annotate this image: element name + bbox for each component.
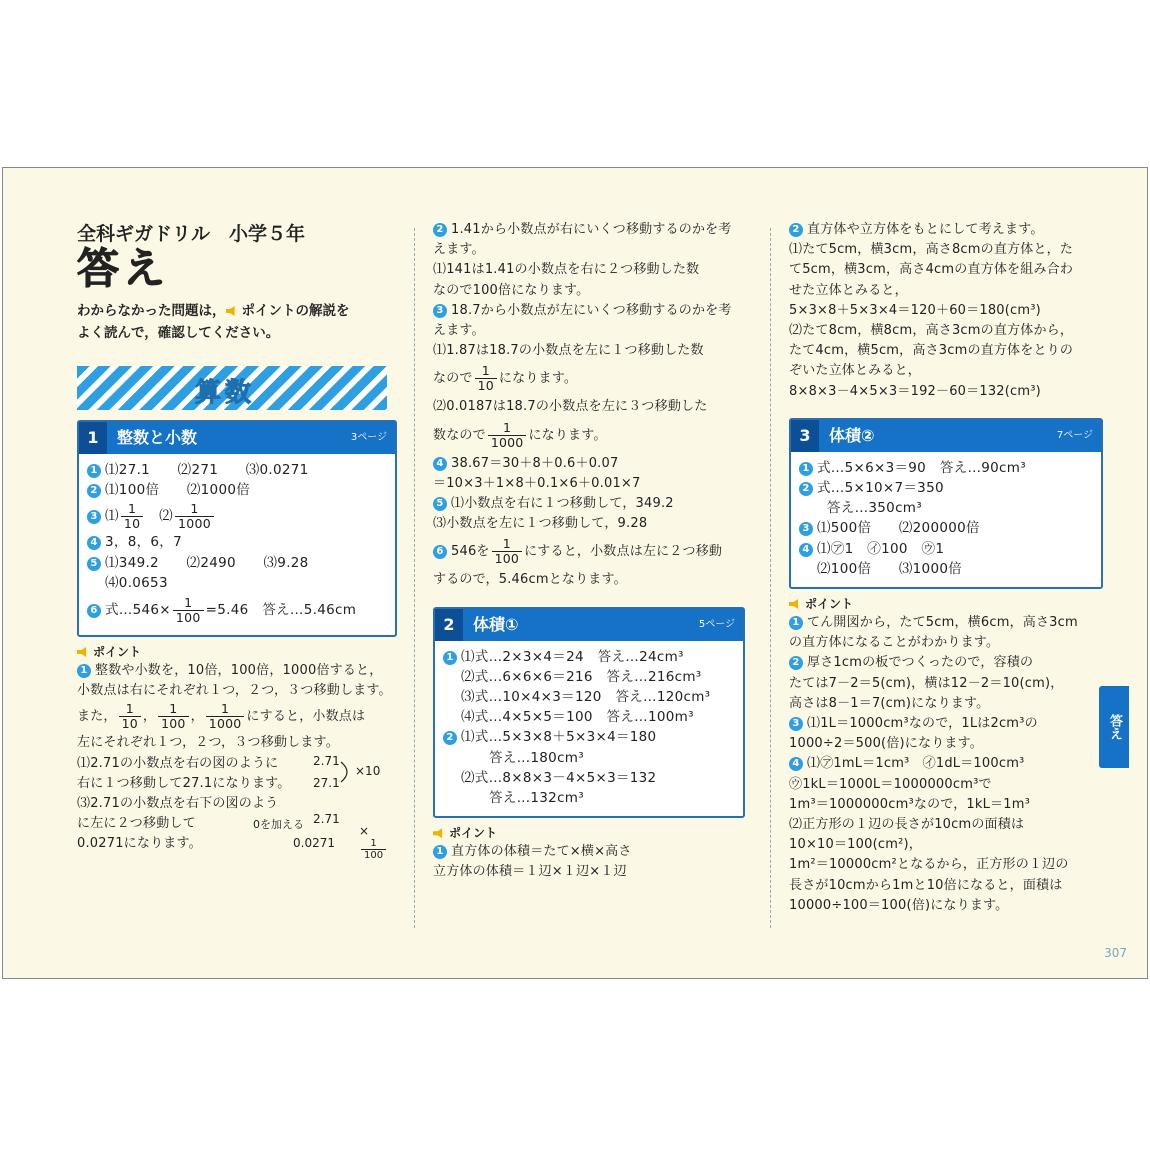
text-line [87, 460, 387, 480]
page-title: 答え [77, 244, 170, 293]
fraction [158, 702, 188, 731]
text: ⑴500倍 ⑵200000倍 [817, 520, 980, 537]
text-line: えます。 [433, 242, 485, 258]
text-line: ⑴1.87は18.7の小数点を左に１つ移動した数 [433, 343, 704, 359]
section-title: 整数と小数 [117, 428, 198, 447]
text: 0を加える [253, 817, 304, 831]
text: 2.71 [313, 811, 340, 826]
text-line [433, 220, 751, 240]
text: ⑴㋐1mL＝1cm³ ㋑1dL＝100cm³ [807, 756, 1025, 772]
question-number-badge: 1 [77, 664, 91, 678]
fraction [173, 596, 204, 625]
text: また， [77, 709, 117, 725]
speaker-icon [226, 306, 239, 316]
text-line: ⑴141は1.41の小数点を右に２つ移動した数 [433, 262, 700, 278]
text: 式…5×10×7＝350 [817, 480, 944, 497]
text-line: 答え…180cm³ [489, 749, 584, 766]
text: にすると，小数点は左に２つ移動 [524, 544, 723, 560]
text-line: また， $\frac{1}{10}$ ， $\frac{1}{100}$ ， $\frac{1}{1000}$ にすると，小数点は [77, 701, 366, 732]
fraction [492, 537, 522, 566]
text-line [789, 613, 1109, 633]
text-line: 1000÷2＝500(倍)になります。 [789, 736, 983, 752]
question-number-badge: 2 [433, 223, 447, 237]
text: 1 [121, 502, 144, 517]
text: 100 [494, 551, 520, 567]
text-line [799, 458, 1093, 478]
text: 式…546× [105, 602, 171, 619]
text-line [87, 593, 387, 627]
text: ⑴349.2 ⑵2490 ⑶9.28 [105, 554, 309, 571]
text: 27.1 [313, 775, 340, 790]
text-line [443, 727, 735, 747]
text: 1 [492, 537, 522, 552]
text-line [433, 494, 751, 514]
text: 式…5×6×3＝90 答え…90cm³ [817, 459, 1026, 476]
speaker-icon [789, 599, 802, 609]
text-line [77, 661, 397, 681]
text: 10 [123, 515, 141, 531]
decimal-diagram-area [77, 753, 397, 861]
text-line: の直方体になることがわかります。 [789, 635, 1000, 651]
point-heading [789, 595, 1109, 613]
text [79, 454, 395, 635]
text-line: 小数点は右にそれぞれ１つ，２つ，３つ移動します。 [77, 683, 392, 699]
speaker-icon [433, 828, 446, 838]
text: 厚さ1cmの板でつくったので，容積の [807, 655, 1034, 671]
text [791, 452, 1101, 587]
text: 38.67＝30＋8＋0.6＋0.07 [451, 455, 619, 471]
column-middle [433, 220, 751, 883]
text: 直方体や立方体をもとにして考えます。 [807, 222, 1044, 237]
fraction [475, 364, 497, 393]
question-number-badge: 3 [789, 717, 803, 731]
text: ⑴1L＝1000cm³なので，1Lは2cm³の [807, 716, 1038, 732]
text: ⑷0.0653 [105, 574, 168, 591]
text-line: たて4cm，横5cm，高さ3cmの直方体をとりの [789, 343, 1074, 359]
text: になります。 [498, 371, 578, 387]
text-line: ⑵式…6×6×6＝216 答え…216cm³ [461, 668, 702, 685]
text-line: 10×10＝100(cm²)， [789, 837, 922, 853]
text: × [359, 823, 370, 838]
answer-box-1 [77, 420, 397, 637]
intro-text [77, 300, 397, 322]
fraction [361, 838, 386, 861]
question-number-badge: 1 [87, 464, 101, 478]
text: 直方体の体積＝たて×横×高さ [451, 844, 632, 860]
text: 数なので [433, 427, 486, 443]
text: 算数 [195, 378, 256, 408]
text: 1.41から小数点が右にいくつ移動するのかを考 [451, 222, 732, 237]
text: =5.46 答え…5.46cm [205, 602, 357, 619]
text-line: に左に２つ移動して [77, 816, 196, 832]
text: 1 [173, 596, 204, 611]
fraction [175, 502, 214, 531]
question-number-badge: 3 [799, 522, 813, 536]
text-line: ⑶小数点を左に１つ移動して，9.28 [433, 516, 648, 532]
question-number-badge: 1 [443, 651, 457, 665]
text-line: ⑵たて8cm，横8cm，高さ3cmの直方体から， [789, 323, 1074, 339]
text: なので [433, 371, 473, 387]
question-number-badge: 4 [433, 457, 447, 471]
text-line: ⑶2.71の小数点を右下の図のよう [77, 796, 279, 812]
text [435, 641, 743, 817]
text-line [789, 714, 1109, 734]
text-line: なので100倍になります。 [433, 282, 590, 298]
text: 10 [477, 378, 494, 394]
question-number-badge: 4 [87, 536, 101, 550]
question-number-badge: 2 [789, 223, 803, 237]
fraction [206, 702, 245, 731]
question-number-badge: 1 [789, 616, 803, 630]
fraction [121, 502, 144, 531]
page-ref: 3ページ [350, 432, 387, 443]
text-line: ⑵正方形の１辺の長さが10cmの面積は [789, 817, 1025, 833]
text: ⑴ [105, 508, 119, 525]
text: 1 [158, 702, 188, 717]
text: てん開図から，たて5cm，横6cm，高さ3cm [807, 615, 1078, 631]
text: 1 [175, 502, 214, 517]
text: 1 [79, 422, 107, 454]
text: 10 [121, 716, 138, 732]
text: ポイント [93, 645, 142, 660]
text-line [87, 480, 387, 500]
subject-banner [77, 366, 387, 410]
column-divider [414, 228, 415, 928]
question-number-badge: 6 [433, 545, 447, 559]
page-ref: 7ページ [1056, 429, 1093, 441]
page-ref: 5ページ [698, 618, 735, 630]
question-number-badge: 1 [433, 845, 447, 859]
text: ⑴式…5×3×8＋5×3×4＝180 [461, 729, 657, 746]
text: になります。 [528, 427, 607, 443]
text-line: 高さは8－1＝7(cm)になります。 [789, 695, 990, 711]
text-line [799, 518, 1093, 538]
text-line [433, 842, 751, 862]
text: 1 [119, 702, 141, 717]
text-line: て5cm，横3cm，高さ4cmの直方体を組み合わ [789, 262, 1074, 278]
text-line: 左にそれぞれ１つ，２つ，３つ移動します。 [77, 735, 339, 751]
answer-box-3 [789, 418, 1103, 589]
text-line: ぞいた立体とみると， [789, 363, 922, 379]
text-line: ⑴たて5cm，横3cm，高さ8cmの直方体と，た [789, 242, 1074, 258]
question-number-badge: 5 [433, 497, 447, 511]
text: にすると，小数点は [246, 709, 366, 725]
text-line: ⑷式…4×5×5＝100 答え…100m³ [461, 709, 694, 726]
text-line: ㋒1kL＝1000L＝1000000cm³で [789, 776, 992, 792]
text: 100 [161, 716, 186, 732]
column-right [789, 220, 1109, 916]
text-line [433, 454, 751, 474]
text-line: 8×8×3－4×5×3＝192－60＝132(cm³) [789, 383, 1041, 399]
section-title: 体積② [829, 425, 875, 445]
text-line [433, 301, 751, 321]
text: ⑴㋐1 ㋑100 ㋒1 [817, 540, 945, 557]
text-line: せた立体とみると， [789, 282, 908, 298]
text-line: えます。 [433, 323, 485, 339]
question-number-badge: 4 [799, 543, 813, 557]
text: ⑴式…2×3×4＝24 答え…24cm³ [461, 648, 684, 665]
text-line: ⑴2.71の小数点を右の図のように [77, 755, 279, 771]
text-line: たては7－2＝5(cm)，横は12－2＝10(cm)， [789, 675, 1064, 691]
text-line: ⑵式…8×8×3－4×5×3＝132 [461, 769, 657, 786]
question-number-badge: 3 [433, 304, 447, 318]
text: わからなかった問題は， [77, 303, 226, 319]
text-line [789, 220, 1109, 240]
text-line: ⑶式…10×4×3＝120 答え…120cm³ [461, 689, 711, 706]
question-number-badge: 2 [87, 484, 101, 498]
text-line: するので，5.46cmとなります。 [433, 572, 627, 588]
text: 1 [361, 838, 386, 850]
text-line: ⑵100倍 ⑶1000倍 [817, 560, 963, 577]
question-number-badge: 4 [789, 757, 803, 771]
text: 0.0271 [293, 835, 335, 850]
text-line [87, 500, 387, 532]
text-line [799, 478, 1093, 498]
text: 整数や小数を，10倍，100倍，1000倍すると， [95, 663, 383, 679]
text: ポイント [805, 597, 854, 612]
text: 3 [791, 420, 819, 452]
text: ⑴27.1 ⑵271 ⑶0.0271 [105, 462, 309, 478]
text: 18.7から小数点が左にいくつ移動するのかを考 [451, 302, 732, 318]
arrow-icon [339, 760, 355, 784]
answer-side-tab[interactable]: 答え [1099, 686, 1129, 768]
text-line: 答え…132cm³ [489, 790, 584, 807]
question-number-badge: 6 [87, 604, 101, 618]
text: 2.71 [313, 753, 340, 768]
text-line [433, 534, 751, 570]
book-title: 全科ギガドリル 小学５年 [77, 223, 306, 245]
text: ×10 [355, 763, 381, 778]
text-line [799, 539, 1093, 559]
text-line [433, 418, 751, 454]
text-line: 0.0271になります。 [77, 836, 202, 852]
text-line [789, 653, 1109, 673]
answer-box-2 [433, 607, 745, 819]
question-number-badge: 3 [87, 510, 101, 524]
page-number: 307 [1104, 946, 1127, 960]
text-line: 長さが10cmから1mと10倍になると，面積は [789, 877, 1063, 893]
text: ⑴100倍 ⑵1000倍 [105, 482, 251, 499]
text-line: 1m²＝10000cm²となるから，正方形の１辺の [789, 857, 1069, 873]
text: 1 [475, 364, 497, 379]
text-line: 答え…350cm³ [827, 500, 922, 517]
point-heading [77, 643, 397, 661]
text-line [87, 573, 387, 593]
text: 1000 [208, 716, 242, 732]
point-heading [433, 824, 751, 842]
column-left [77, 220, 397, 861]
text-line: 右に１つ移動して27.1になります。 [77, 775, 291, 791]
text-line: 立方体の体積＝１辺×１辺×１辺 [433, 864, 627, 880]
text-line: 1m³＝1000000cm³なので，1kL＝1m³ [789, 796, 1030, 812]
question-number-badge: 2 [789, 656, 803, 670]
answer-page [2, 167, 1148, 979]
text: 546を [451, 544, 490, 560]
text: 2 [435, 609, 463, 641]
text-line [87, 553, 387, 573]
text: 100 [175, 609, 201, 625]
text-line [789, 754, 1109, 774]
intro-text-2: よく読んで，確認してください。 [77, 325, 280, 341]
text: 1000 [490, 434, 524, 450]
section-title: 体積① [473, 614, 519, 634]
question-number-badge: 2 [443, 731, 457, 745]
question-number-badge: 5 [87, 557, 101, 571]
question-number-badge: 1 [799, 462, 813, 476]
speaker-icon [77, 647, 90, 657]
text: ⑴小数点を右に１つ移動して，349.2 [451, 496, 674, 512]
text-line: ⑵0.0187は18.7の小数点を左に３つ移動した [433, 399, 708, 415]
text: ⑵ [159, 508, 173, 525]
text-line [443, 647, 735, 667]
fraction [488, 421, 527, 450]
text: ポイントの解説を [241, 303, 350, 319]
text: 1 [488, 421, 527, 436]
text-line: ＝10×3＋1×8＋0.1×6＋0.01×7 [433, 475, 641, 491]
column-divider [770, 228, 771, 928]
text-line: 10000÷100＝100(倍)になります。 [789, 897, 1009, 913]
question-number-badge: 2 [799, 482, 813, 496]
text-line: 5×3×8＋5×3×4＝120＋60＝180(cm³) [789, 302, 1041, 318]
text: ポイント [449, 826, 498, 841]
text: 3，8，6，7 [105, 534, 182, 551]
text-line [433, 361, 751, 397]
text: 1 [206, 702, 245, 717]
text-line [87, 532, 387, 552]
text: 1000 [177, 515, 211, 531]
text: 100 [364, 849, 384, 861]
fraction [119, 702, 141, 731]
